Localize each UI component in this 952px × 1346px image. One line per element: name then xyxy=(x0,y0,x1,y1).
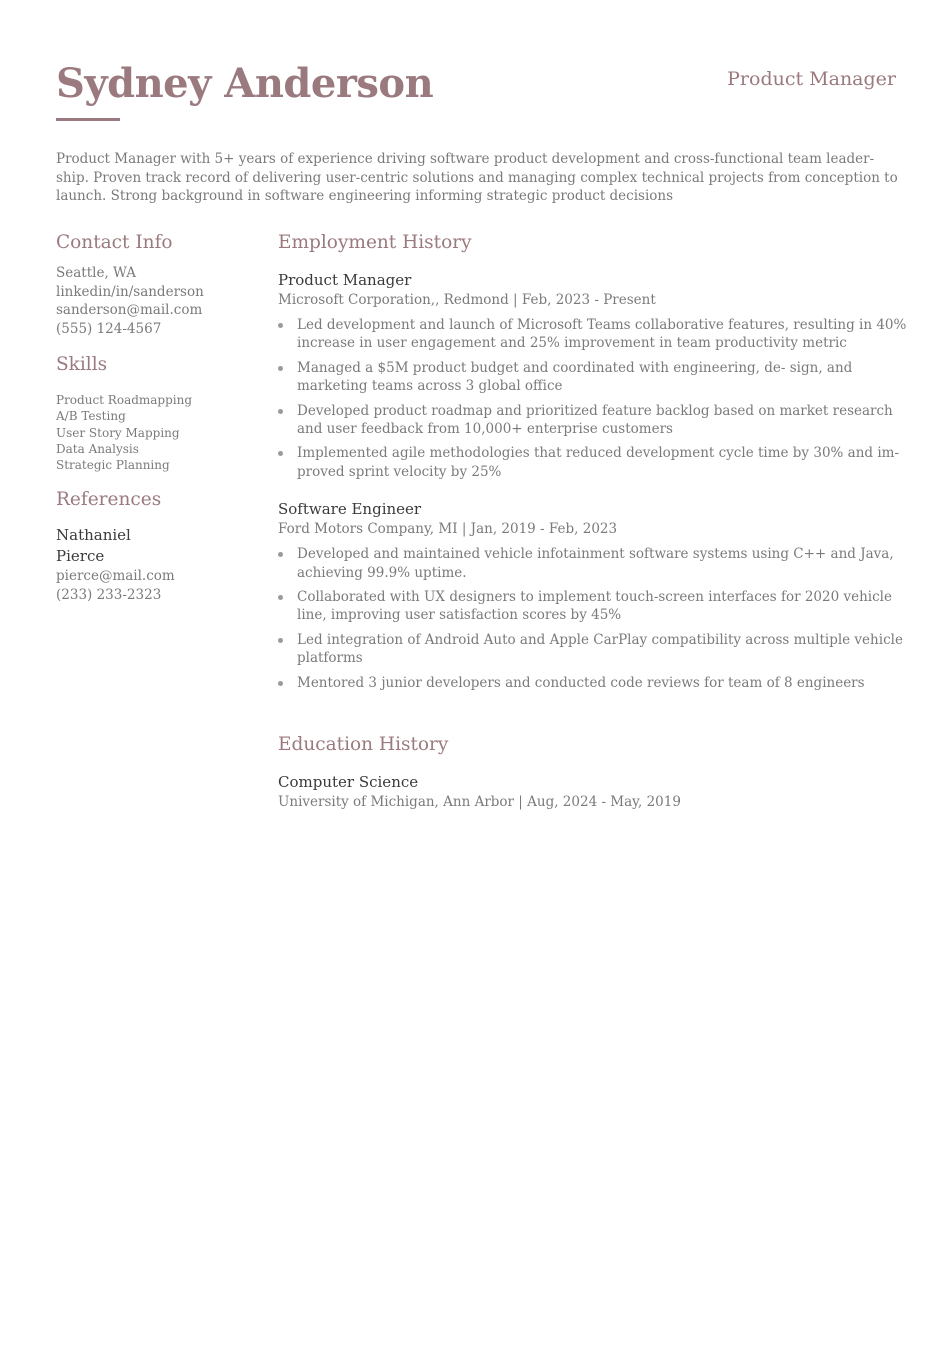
job-position: Product Manager xyxy=(278,271,412,289)
job-bullet-text: Collaborated with UX designers to implement touch-screen interfaces for 2020 vehicle line, improving user satisfaction scores by 45% xyxy=(297,589,892,624)
profile-summary: Product Manager with 5+ years of experience driving software product development and cross-functional team leader-ship. Proven track record of delivering user-centric solutions and managing complex technical projects from conception to launch. Strong background in software engineering informing strategic product decisions xyxy=(56,151,898,205)
contact-details xyxy=(56,264,256,338)
job-bullet xyxy=(278,402,918,439)
contact-phone: (555) 124-4567 xyxy=(56,320,162,337)
bullet-icon xyxy=(278,681,283,686)
job-bullet-text: Mentored 3 junior developers and conducted code reviews for team of 8 engineers xyxy=(297,674,865,691)
job-bullet xyxy=(278,316,918,353)
contact-section xyxy=(56,230,256,338)
left-column xyxy=(56,230,256,604)
bullet-icon xyxy=(278,638,283,643)
job-bullet xyxy=(278,444,918,481)
job-bullet-text: Led integration of Android Auto and Apple CarPlay compatibility across multiple vehicle platforms xyxy=(297,631,903,667)
job-position: Software Engineer xyxy=(278,500,422,519)
reference-first-name: Nathaniel xyxy=(56,526,131,545)
candidate-name: Sydney Anderson xyxy=(56,60,434,107)
job-bullet xyxy=(278,359,918,396)
candidate-title: Product Manager xyxy=(727,68,896,90)
skills-list xyxy=(56,392,256,473)
skill-item: User Story Mapping xyxy=(56,425,180,440)
skills-section xyxy=(56,352,256,473)
job-bullet-text: Developed and maintained vehicle infotainment software systems using C++ and Java, achieving 99.9% uptime. xyxy=(297,546,894,581)
job-bullet-text: Developed product roadmap and prioritized feature backlog based on market research and user feedback from 10,000+ enterprise customers xyxy=(297,402,893,438)
skill-item: Data Analysis xyxy=(56,441,139,456)
skills-heading: Skills xyxy=(56,354,108,375)
job-bullet-text: Managed a $5M product budget and coordinated with engineering, de- sign, and marketing teams across 3 global office xyxy=(297,359,853,395)
education-degree: Computer Science xyxy=(278,773,419,792)
job-company-dates: Ford Motors Company, MI | Jan, 2019 - Feb, 2023 xyxy=(278,521,618,538)
job-entry xyxy=(278,499,918,692)
job-bullets xyxy=(278,316,918,481)
bullet-icon xyxy=(278,323,283,328)
skill-item: Strategic Planning xyxy=(56,458,170,473)
education-entry xyxy=(278,772,918,812)
contact-email[interactable]: sanderson@mail.com xyxy=(56,302,203,318)
job-bullet xyxy=(278,545,918,582)
contact-location: Seattle, WA xyxy=(56,265,136,281)
right-column xyxy=(278,230,918,812)
reference-phone: (233) 233-2323 xyxy=(56,586,162,603)
job-bullet-text: Implemented agile methodologies that reduced development cycle time by 30% and im- proved sprint velocity by 25% xyxy=(297,445,900,480)
reference-last-name: Pierce xyxy=(56,547,105,566)
skill-item: Product Roadmapping xyxy=(56,393,193,407)
job-bullets xyxy=(278,545,918,692)
reference-contact xyxy=(56,567,256,604)
bullet-icon xyxy=(278,451,283,456)
references-heading: References xyxy=(56,489,162,511)
education-section xyxy=(278,732,918,812)
job-bullet xyxy=(278,588,918,625)
job-bullet xyxy=(278,674,918,692)
bullet-icon xyxy=(278,366,283,371)
job-entry xyxy=(278,270,918,481)
contact-heading: Contact Info xyxy=(56,232,173,253)
name-underline-divider xyxy=(56,118,120,121)
education-school-dates: University of Michigan, Ann Arbor | Aug, 2024 - May, 2019 xyxy=(278,794,681,811)
job-company-dates: Microsoft Corporation,, Redmond | Feb, 2023 - Present xyxy=(278,292,656,308)
job-bullet xyxy=(278,631,918,668)
employment-heading: Employment History xyxy=(278,232,472,253)
bullet-icon xyxy=(278,409,283,414)
bullet-icon xyxy=(278,595,283,600)
education-heading: Education History xyxy=(278,734,449,756)
employment-section xyxy=(278,230,918,692)
reference-email[interactable]: pierce@mail.com xyxy=(56,568,175,585)
skill-item: A/B Testing xyxy=(56,409,126,424)
reference-name xyxy=(56,525,256,567)
bullet-icon xyxy=(278,552,283,557)
references-section xyxy=(56,487,256,604)
contact-linkedin[interactable]: linkedin/in/sanderson xyxy=(56,283,204,300)
job-bullet-text: Led development and launch of Microsoft Teams collaborative features, resulting in 40% increase in user engagement and 25% improvement in team productivity metric xyxy=(297,317,907,352)
